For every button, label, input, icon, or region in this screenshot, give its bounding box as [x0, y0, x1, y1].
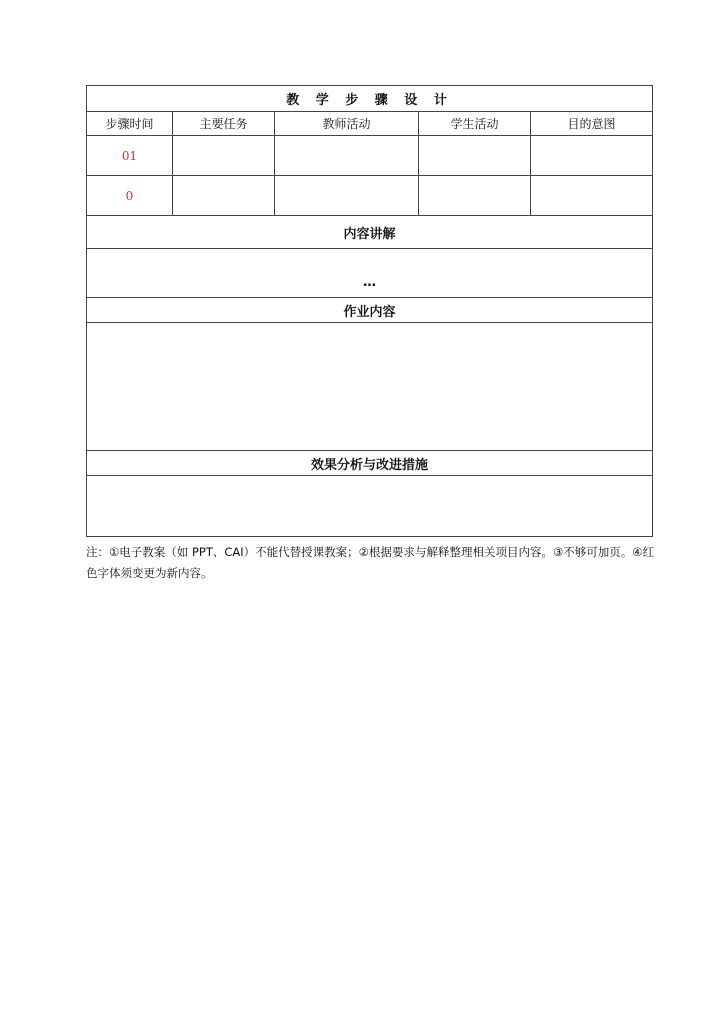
- homework-section-body: [87, 323, 653, 451]
- step-purpose-cell: [531, 136, 653, 176]
- homework-section-title: 作业内容: [87, 298, 653, 323]
- content-section-title: 内容讲解: [87, 216, 653, 249]
- content-ellipsis: …: [363, 274, 377, 290]
- step-student-cell: [419, 136, 531, 176]
- step-task-cell: [173, 136, 275, 176]
- column-header-student: 学生活动: [419, 112, 531, 136]
- column-header-row: [87, 112, 653, 136]
- effect-section-title: 效果分析与改进措施: [87, 451, 653, 476]
- footnote: 注：①电子教案（如 PPT、CAI）不能代替授课教案；②根据要求与解释整理相关项目内容。③不够可加页。④红色字体须变更为新内容。: [86, 545, 655, 580]
- teaching-plan-table: [86, 85, 653, 537]
- table-row: [87, 136, 653, 176]
- step-teacher-cell: [275, 176, 419, 216]
- table-row: [87, 176, 653, 216]
- content-section-body: [87, 249, 653, 298]
- step-teacher-cell: [275, 136, 419, 176]
- step-time-cell: 01: [87, 136, 173, 176]
- column-header-time: 步骤时间: [87, 112, 173, 136]
- step-time-cell: 0: [87, 176, 173, 216]
- effect-section-body: [87, 476, 653, 537]
- step-student-cell: [419, 176, 531, 216]
- column-header-purpose: 目的意图: [531, 112, 653, 136]
- column-header-task: 主要任务: [173, 112, 275, 136]
- step-task-cell: [173, 176, 275, 216]
- step-purpose-cell: [531, 176, 653, 216]
- column-header-teacher: 教师活动: [275, 112, 419, 136]
- table-title: 教 学 步 骤 设 计: [87, 86, 653, 112]
